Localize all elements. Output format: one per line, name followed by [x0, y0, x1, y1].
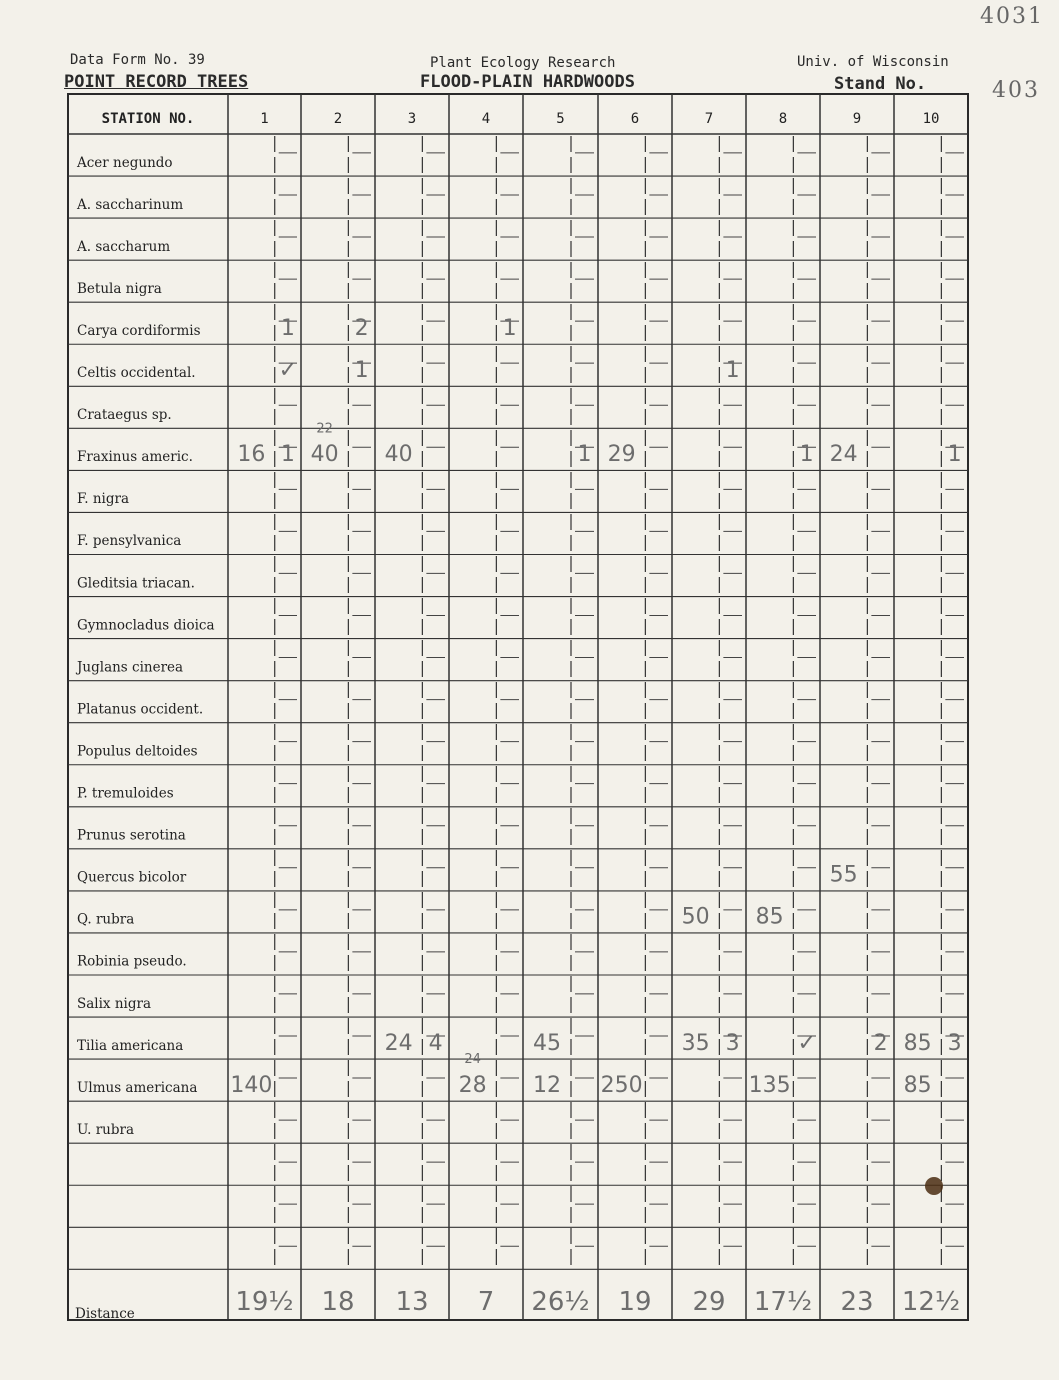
ink-stain — [925, 1177, 943, 1195]
handwritten-entry: 40 — [310, 442, 339, 468]
species-label: Carya cordiformis — [77, 322, 201, 339]
handwritten-entry: 140 — [230, 1072, 273, 1098]
species-label: A. saccharum — [77, 238, 171, 255]
handwritten-entry: 16 — [237, 442, 266, 468]
handwritten-entry: 1 — [947, 442, 962, 468]
handwritten-entry: 40 — [384, 442, 413, 468]
species-label: Prunus serotina — [77, 827, 186, 844]
handwritten-entry: 1 — [280, 442, 295, 468]
handwritten-entry: 85 — [903, 1030, 932, 1056]
station-number-6: 6 — [630, 111, 640, 127]
species-label: Salix nigra — [77, 995, 151, 1012]
distance-value: 26½ — [531, 1287, 590, 1317]
species-label: U. rubra — [77, 1121, 135, 1138]
species-label: Q. rubra — [77, 911, 135, 928]
handwritten-entry: ✓ — [797, 1030, 816, 1056]
distance-value: 17½ — [753, 1287, 813, 1317]
species-label: A. saccharinum — [77, 196, 184, 213]
university: Univ. of Wisconsin — [797, 54, 949, 70]
organization: Plant Ecology Research — [430, 55, 616, 71]
handwritten-entry: 135 — [748, 1072, 791, 1098]
handwritten-entry: 250 — [600, 1072, 643, 1098]
station-number-10: 10 — [922, 111, 940, 127]
species-label: Robinia pseudo. — [77, 953, 187, 970]
distance-value: 29 — [692, 1287, 726, 1317]
species-label: Quercus bicolor — [77, 869, 187, 886]
station-number-7: 7 — [704, 111, 714, 127]
archive-number-top: 4031 — [980, 4, 1044, 29]
species-label: Acer negundo — [77, 154, 173, 171]
handwritten-entry: 12 — [533, 1072, 561, 1098]
handwritten-entry: 24 — [829, 442, 858, 468]
handwritten-entry: 85 — [903, 1072, 932, 1098]
handwritten-entry: 29 — [607, 442, 636, 468]
station-number-3: 3 — [407, 111, 417, 127]
archive-number-side: 403 — [992, 78, 1040, 103]
species-label: Ulmus americana — [77, 1079, 198, 1096]
station-number-2: 2 — [333, 111, 343, 127]
station-number-1: 1 — [260, 111, 269, 127]
species-label: Populus deltoides — [77, 743, 198, 760]
station-header-label: STATION NO. — [101, 111, 195, 127]
handwritten-entry: 2 — [873, 1030, 888, 1056]
form-subtitle: FLOOD-PLAIN HARDWOODS — [420, 72, 635, 92]
species-label: F. nigra — [77, 491, 130, 508]
distance-value: 19½ — [235, 1287, 294, 1317]
handwritten-entry: 85 — [755, 904, 784, 930]
handwritten-entry: 3 — [947, 1030, 962, 1056]
handwritten-entry: 28 — [458, 1072, 487, 1098]
form-number: Data Form No. 39 — [70, 52, 205, 68]
handwritten-entry: 50 — [681, 904, 710, 930]
station-number-4: 4 — [481, 111, 491, 127]
species-label: F. pensylvanica — [77, 533, 182, 550]
handwritten-entry: 1 — [799, 442, 814, 468]
species-label: P. tremuloides — [77, 785, 174, 802]
distance-value: 13 — [395, 1287, 429, 1317]
distance-value: 23 — [840, 1287, 874, 1317]
handwritten-entry: 1 — [502, 315, 517, 341]
distance-value: 18 — [321, 1287, 355, 1317]
handwritten-entry: 1 — [725, 358, 740, 384]
species-label: Platanus occident. — [77, 701, 204, 718]
handwritten-note: 22 — [316, 421, 333, 437]
distance-value: 12½ — [901, 1287, 961, 1317]
handwritten-entry: 24 — [384, 1030, 413, 1056]
handwritten-entry: 35 — [681, 1030, 710, 1056]
handwritten-entry: 45 — [533, 1030, 561, 1056]
handwritten-entry: 1 — [354, 358, 369, 384]
distance-value: 7 — [477, 1287, 495, 1317]
station-number-8: 8 — [778, 111, 788, 127]
handwritten-entry: ✓ — [278, 358, 298, 384]
stand-number-label: Stand No. — [834, 74, 927, 94]
species-label: Juglans cinerea — [77, 659, 184, 676]
handwritten-entry: 1 — [280, 315, 295, 341]
species-label: Fraxinus americ. — [77, 449, 193, 466]
handwritten-entry: 3 — [725, 1030, 740, 1056]
handwritten-note: 24 — [464, 1052, 481, 1068]
station-number-9: 9 — [852, 111, 862, 127]
species-label: Celtis occidental. — [77, 365, 196, 382]
species-label: Crataegus sp. — [77, 407, 172, 424]
handwritten-entry: 4 — [428, 1030, 443, 1056]
species-label: Tilia americana — [77, 1037, 184, 1054]
distance-label: Distance — [75, 1306, 135, 1322]
species-label: Gleditsia triacan. — [77, 575, 195, 592]
species-label: Betula nigra — [77, 280, 162, 297]
station-number-5: 5 — [556, 111, 565, 127]
form-title: POINT RECORD TREES — [64, 72, 249, 92]
handwritten-entry: 55 — [829, 862, 858, 888]
species-label: Gymnocladus dioica — [77, 617, 215, 634]
handwritten-entry: 2 — [354, 315, 369, 341]
distance-value: 19 — [618, 1287, 652, 1317]
handwritten-entry: 1 — [577, 442, 592, 468]
